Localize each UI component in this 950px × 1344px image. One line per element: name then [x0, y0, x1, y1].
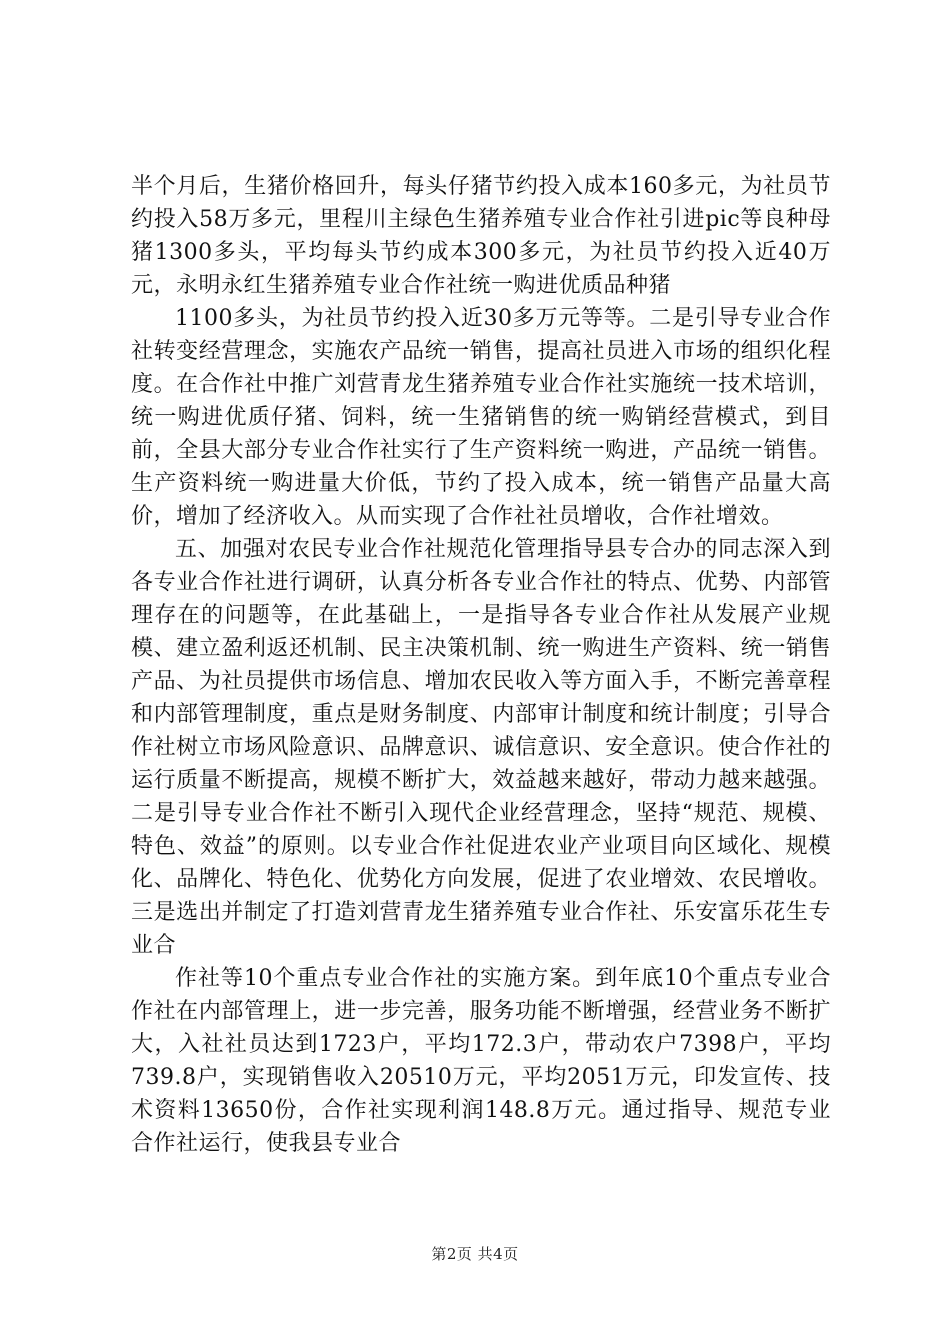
paragraph-4: 作社等10个重点专业合作社的实施方案。到年底10个重点专业合作社在内部管理上，进一步完善，服务功能不断增强，经营业务不断扩大，入社社员达到1723户，平均172.3户，带动农户7398户，平均739.8户，实现销售收入20510万元，平均2051万元，印发宣传、技术资料13650份，合作社实现利润148.8万元。通过指导、规范专业合作社运行，使我县专业合	[131, 966, 831, 1156]
paragraph-1: 半个月后，生猪价格回升，每头仔猪节约投入成本160多元，为社员节约投入58万多元，里程川主绿色生猪养殖专业合作社引进pic等良种母猪1300多头，平均每头节约成本300多元，为社员节约投入近40万元，永明永红生猪养殖专业合作社统一购进优质品种猪	[131, 174, 831, 298]
document-body	[131, 170, 831, 1160]
page-footer	[0, 1243, 950, 1264]
page-number: 第2页 共4页	[431, 1245, 519, 1263]
paragraph-2: 1100多头，为社员节约投入近30多万元等等。二是引导专业合作社转变经营理念，实施农产品统一销售，提高社员进入市场的组织化程度。在合作社中推广刘营青龙生猪养殖专业合作社实施统一技术培训，统一购进优质仔猪、饲料，统一生猪销售的统一购销经营模式，到目前，全县大部分专业合作社实行了生产资料统一购进，产品统一销售。生产资料统一购进量大价低，节约了投入成本，统一销售产品量大高价，增加了经济收入。从而实现了合作社社员增收，合作社增效。	[131, 306, 831, 529]
paragraph-3: 五、加强对农民专业合作社规范化管理指导县专合办的同志深入到各专业合作社进行调研，认真分析各专业合作社的特点、优势、内部管理存在的问题等，在此基础上，一是指导各专业合作社从发展产业规模、建立盈利返还机制、民主决策机制、统一购进生产资料、统一销售产品、为社员提供市场信息、增加农民收入等方面入手，不断完善章程和内部管理制度，重点是财务制度、内部审计制度和统计制度；引导合作社树立市场风险意识、品牌意识、诚信意识、安全意识。使合作社的运行质量不断提高，规模不断扩大，效益越来越好，带动力越来越强。二是引导专业合作社不断引入现代企业经营理念，坚持“规范、规模、特色、效益”的原则。以专业合作社促进农业产业项目向区域化、规模化、品牌化、特色化、优势化方向发展，促进了农业增效、农民增收。三是选出并制定了打造刘营青龙生猪养殖专业合作社、乐安富乐花生专业合	[131, 537, 831, 958]
